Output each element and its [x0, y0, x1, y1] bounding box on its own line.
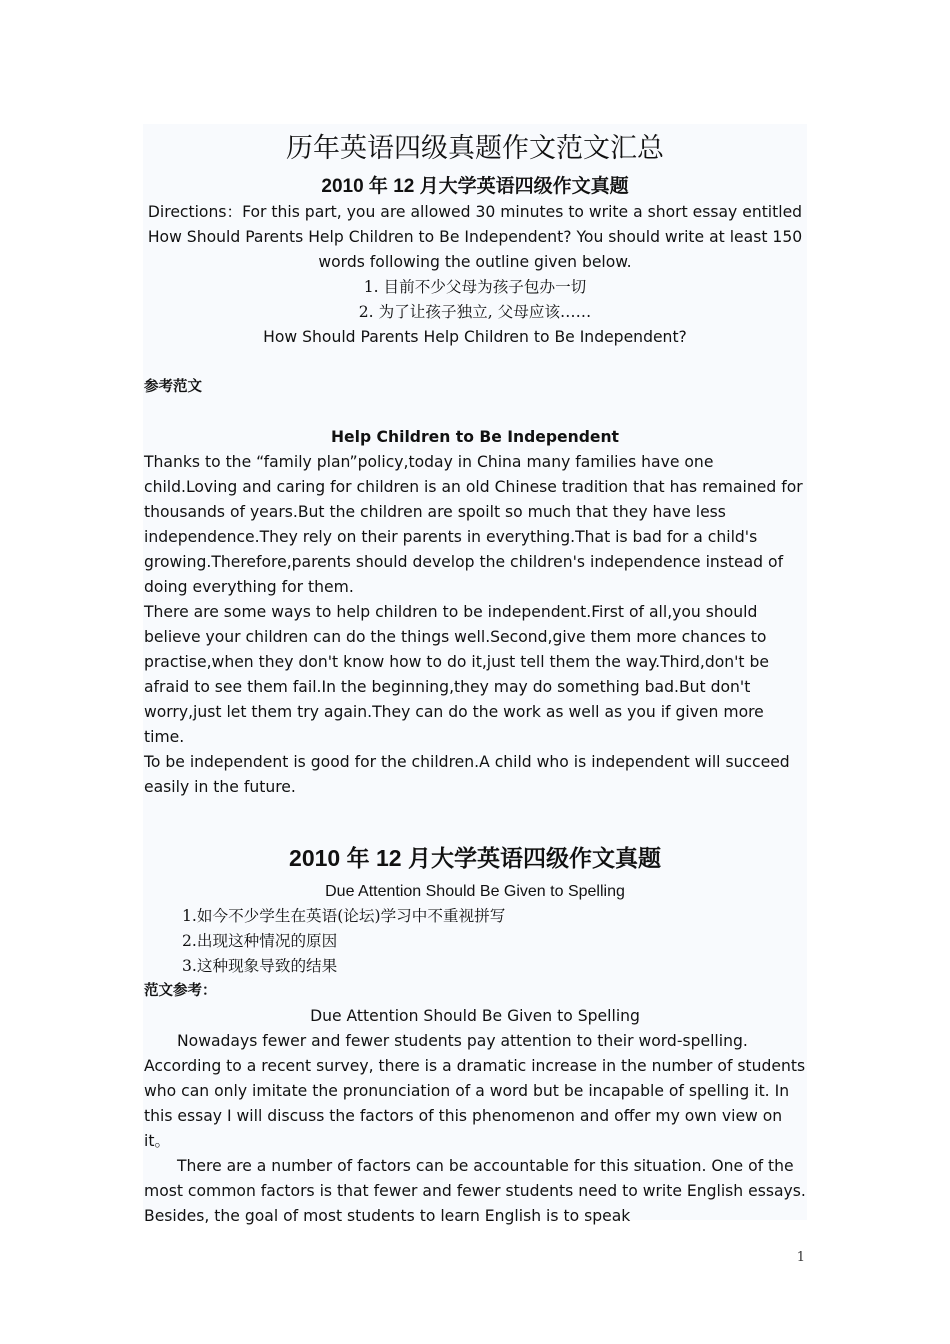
page-number: 1 [796, 1250, 805, 1265]
section1-paragraph-3: To be independent is good for the children.A child who is independent will succeed easily in the future. [144, 753, 790, 796]
section1-heading: 2010 年 12 月大学英语四级作文真题 [321, 176, 629, 197]
section2-paragraph-1: Nowadays fewer and fewer students pay attention to their word-spelling. According to a recent survey, there is a dramatic increase in the number of students who can only imitate the pronunciation of a word but be incapable of spelling it. In this essay I will discuss the factors of this phenomenon and offer my own view on it。 [144, 1032, 806, 1150]
spacer [144, 400, 806, 425]
document-title: 历年英语四级真题作文范文汇总 [286, 133, 664, 164]
section2-paragraph-2: There are a number of factors can be accountable for this situation. One of the most common factors is that fewer and fewer students need to write English essays. Besides, the goal of most students to learn English is to speak [144, 1157, 806, 1225]
spacer [144, 800, 806, 825]
section1-paragraph-1: Thanks to the “family plan”policy,today in China many families have one child.Loving and caring for children is an old Chinese tradition that has remained for thousands of years.But the children are spoilt so much that they have less independence.They rely on their parents in everything.That is bad for a child's growing.Therefore,parents should develop the children's independence instead of doing everything for them. [144, 453, 803, 596]
section1-ref-label: 参考范文 [144, 379, 202, 395]
section2-outline-2: 2.出现这种情况的原因 [182, 932, 338, 950]
section1-paragraph-2: There are some ways to help children to be independent.First of all,you should believe your children can do the things well.Second,give them more chances to practise,when they don't know how to do it,just tell them the way.Third,don't be afraid to see them fail.In the beginning,they may do something bad.But don't worry,just let them try again.They can do the work as well as you if given more time. [144, 603, 769, 746]
section2-essay-title: Due Attention Should Be Given to Spelling [310, 1007, 640, 1025]
section1-outline-2: 2. 为了让孩子独立, 父母应该…… [358, 303, 592, 321]
section2-subtitle: Due Attention Should Be Given to Spelling [325, 883, 625, 900]
spacer [144, 825, 806, 837]
section1-directions: Directions：For this part, you are allowed 30 minutes to write a short essay entitled How Should Parents Help Children to Be Independent? You should write at least 150 words following the outline given below. [147, 203, 803, 271]
section2-heading: 2010 年 12 月大学英语四级作文真题 [289, 845, 661, 871]
spacer [144, 350, 806, 375]
section2-ref-label: 范文参考： [144, 983, 217, 999]
section1-essay-title: Help Children to Be Independent [330, 428, 620, 446]
section1-outline-1: 1. 目前不少父母为孩子包办一切 [363, 278, 587, 296]
section1-topic: How Should Parents Help Children to Be Independent? [263, 328, 687, 346]
section2-outline-1: 1.如今不少学生在英语(论坛)学习中不重视拼写 [182, 907, 506, 925]
document-body [144, 124, 806, 1229]
section2-outline-3: 3.这种现象导致的结果 [182, 957, 338, 975]
